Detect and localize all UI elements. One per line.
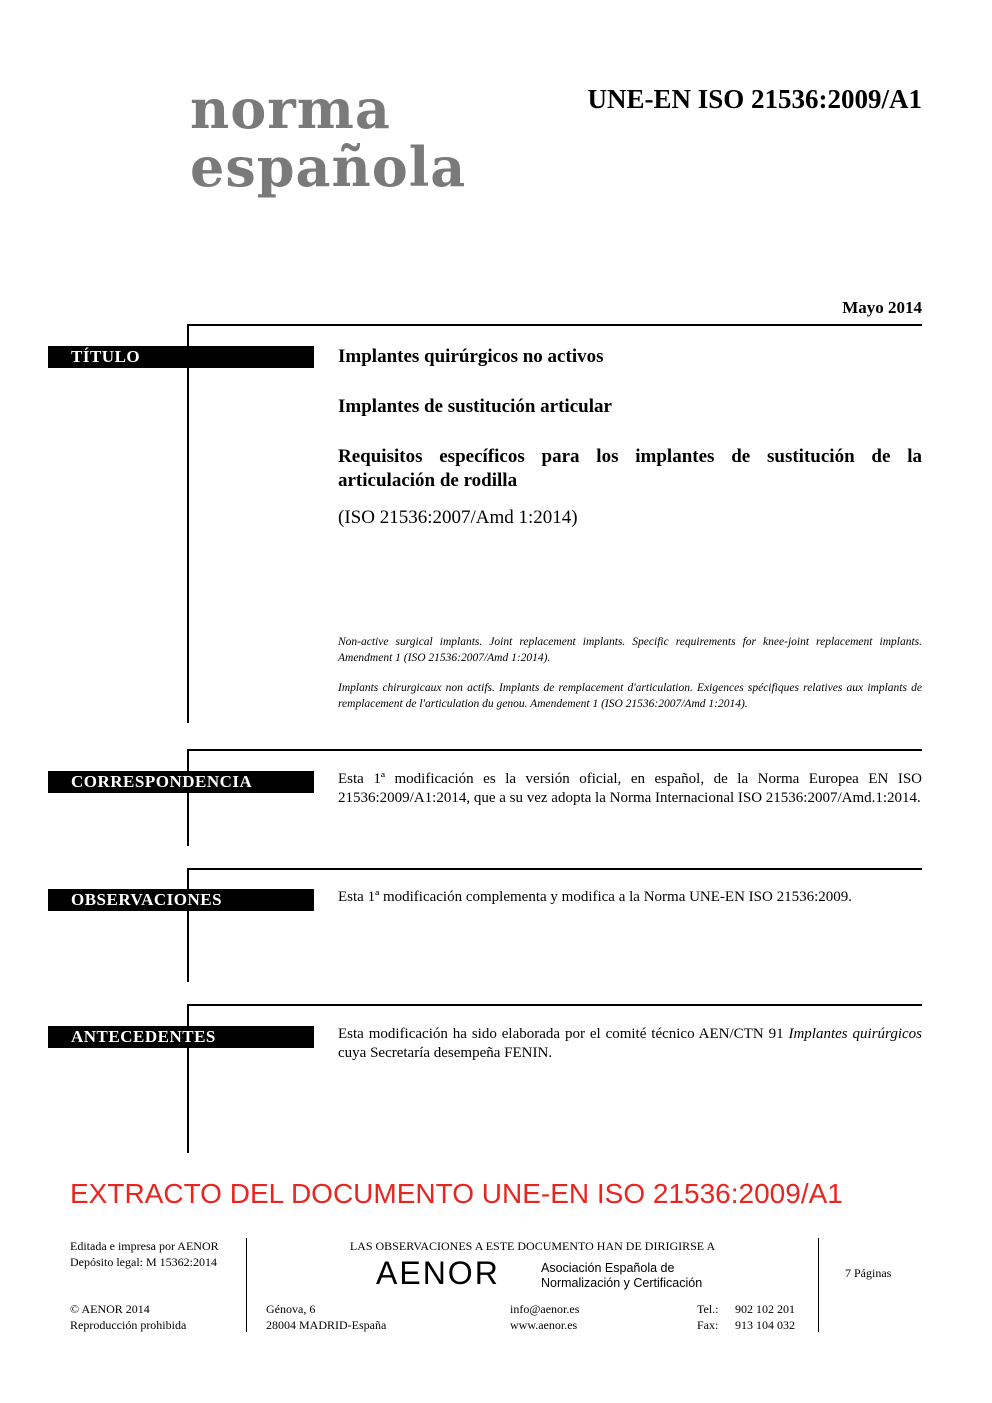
- section-label-titulo: TÍTULO: [48, 346, 314, 368]
- title-specific: Requisitos específicos para los implantes de sustitución de la articulación de rodilla: [338, 446, 922, 491]
- extract-banner: EXTRACTO DEL DOCUMENTO UNE-EN ISO 21536:2009/A1: [70, 1178, 843, 1209]
- footer-deposit: Depósito legal: M 15362:2014: [70, 1255, 217, 1269]
- section-label-correspondencia: CORRESPONDENCIA: [48, 771, 314, 793]
- title-sub: Implantes de sustitución articular: [338, 396, 612, 417]
- brand-line-1: norma: [190, 77, 391, 141]
- footer-publisher: [70, 1238, 219, 1270]
- iso-reference: (ISO 21536:2007/Amd 1:2014): [338, 507, 578, 528]
- contact-website: www.aenor.es: [510, 1318, 578, 1332]
- footer-divider-left: [246, 1238, 247, 1332]
- fax-number: 913 104 032: [735, 1318, 795, 1332]
- footer-address: [266, 1301, 386, 1333]
- publication-date: Mayo 2014: [842, 298, 922, 317]
- section-vertical-rule: [187, 324, 189, 723]
- english-title: Non-active surgical implants. Joint replacement implants. Specific requirements for knee-joint replacement implants. Amendment 1 (ISO 21536:2007/Amd 1:2014).: [338, 636, 922, 664]
- page-count: 7 Páginas: [845, 1266, 892, 1280]
- aenor-sub-line-2: Normalización y Certificación: [541, 1276, 703, 1290]
- footer-contact-web: [510, 1301, 579, 1333]
- footer-contact-phone: [697, 1301, 795, 1333]
- observaciones-text: Esta 1ª modificación complementa y modifica a la Norma UNE-EN ISO 21536:2009.: [338, 889, 853, 905]
- section-content-titulo: [338, 345, 922, 529]
- brand-title: [190, 77, 467, 199]
- antecedentes-text-end: cuya Secretaría desempeña FENIN.: [338, 1045, 553, 1061]
- section-label-observaciones: OBSERVACIONES: [48, 889, 314, 911]
- tel-number: 902 102 201: [735, 1302, 795, 1316]
- correspondencia-text: Esta 1ª modificación es la versión oficial, en español, de la Norma Europea EN ISO 21536:2009/A1:2014, que a su vez adopta la Norma Internacional ISO 21536:2007/Amd.1:2014.: [338, 771, 922, 806]
- title-main: Implantes quirúrgicos no activos: [338, 346, 604, 367]
- aenor-logo-wordmark: AENOR: [376, 1255, 500, 1291]
- section-divider: [188, 324, 922, 326]
- footer-copyright: © AENOR 2014: [70, 1302, 150, 1316]
- section-divider: [188, 868, 922, 870]
- document-number: UNE-EN ISO 21536:2009/A1: [587, 84, 922, 114]
- french-title: Implants chirurgicaux non actifs. Implants de remplacement d'articulation. Exigences spécifiques relatives aux implants de remplacement de l'articulation du genou. Amendement 1 (ISO 21536:2007/Amd 1:2014).: [338, 682, 922, 710]
- observations-notice: LAS OBSERVACIONES A ESTE DOCUMENTO HAN DE DIRIGIRSE A: [349, 1239, 716, 1253]
- footer-edited: Editada e impresa por AENOR: [70, 1239, 219, 1253]
- footer-rights: [70, 1301, 186, 1333]
- address-city: 28004 MADRID-España: [266, 1318, 387, 1332]
- antecedentes-text: [338, 1025, 922, 1063]
- section-vertical-rule: [187, 749, 189, 846]
- section-vertical-rule: [187, 868, 189, 982]
- section-label-antecedentes: ANTECEDENTES: [48, 1026, 314, 1048]
- footer-reproduction: Reproducción prohibida: [70, 1318, 187, 1332]
- committee-name: Implantes quirúrgicos: [788, 1026, 922, 1042]
- aenor-logo: [376, 1255, 500, 1292]
- brand-line-2: española: [190, 135, 467, 199]
- address-street: Génova, 6: [266, 1302, 316, 1316]
- tel-label: Tel.:: [697, 1302, 719, 1316]
- aenor-sub-line-1: Asociación Española de: [541, 1261, 675, 1275]
- section-divider: [188, 1004, 922, 1006]
- fax-label: Fax:: [697, 1318, 719, 1332]
- section-divider: [188, 749, 922, 751]
- contact-email: info@aenor.es: [510, 1302, 580, 1316]
- antecedentes-text-start: Esta modificación ha sido elaborada por el comité técnico AEN/CTN 91: [338, 1026, 789, 1042]
- aenor-logo-subtitle: [541, 1261, 702, 1291]
- footer-divider-right: [818, 1238, 819, 1332]
